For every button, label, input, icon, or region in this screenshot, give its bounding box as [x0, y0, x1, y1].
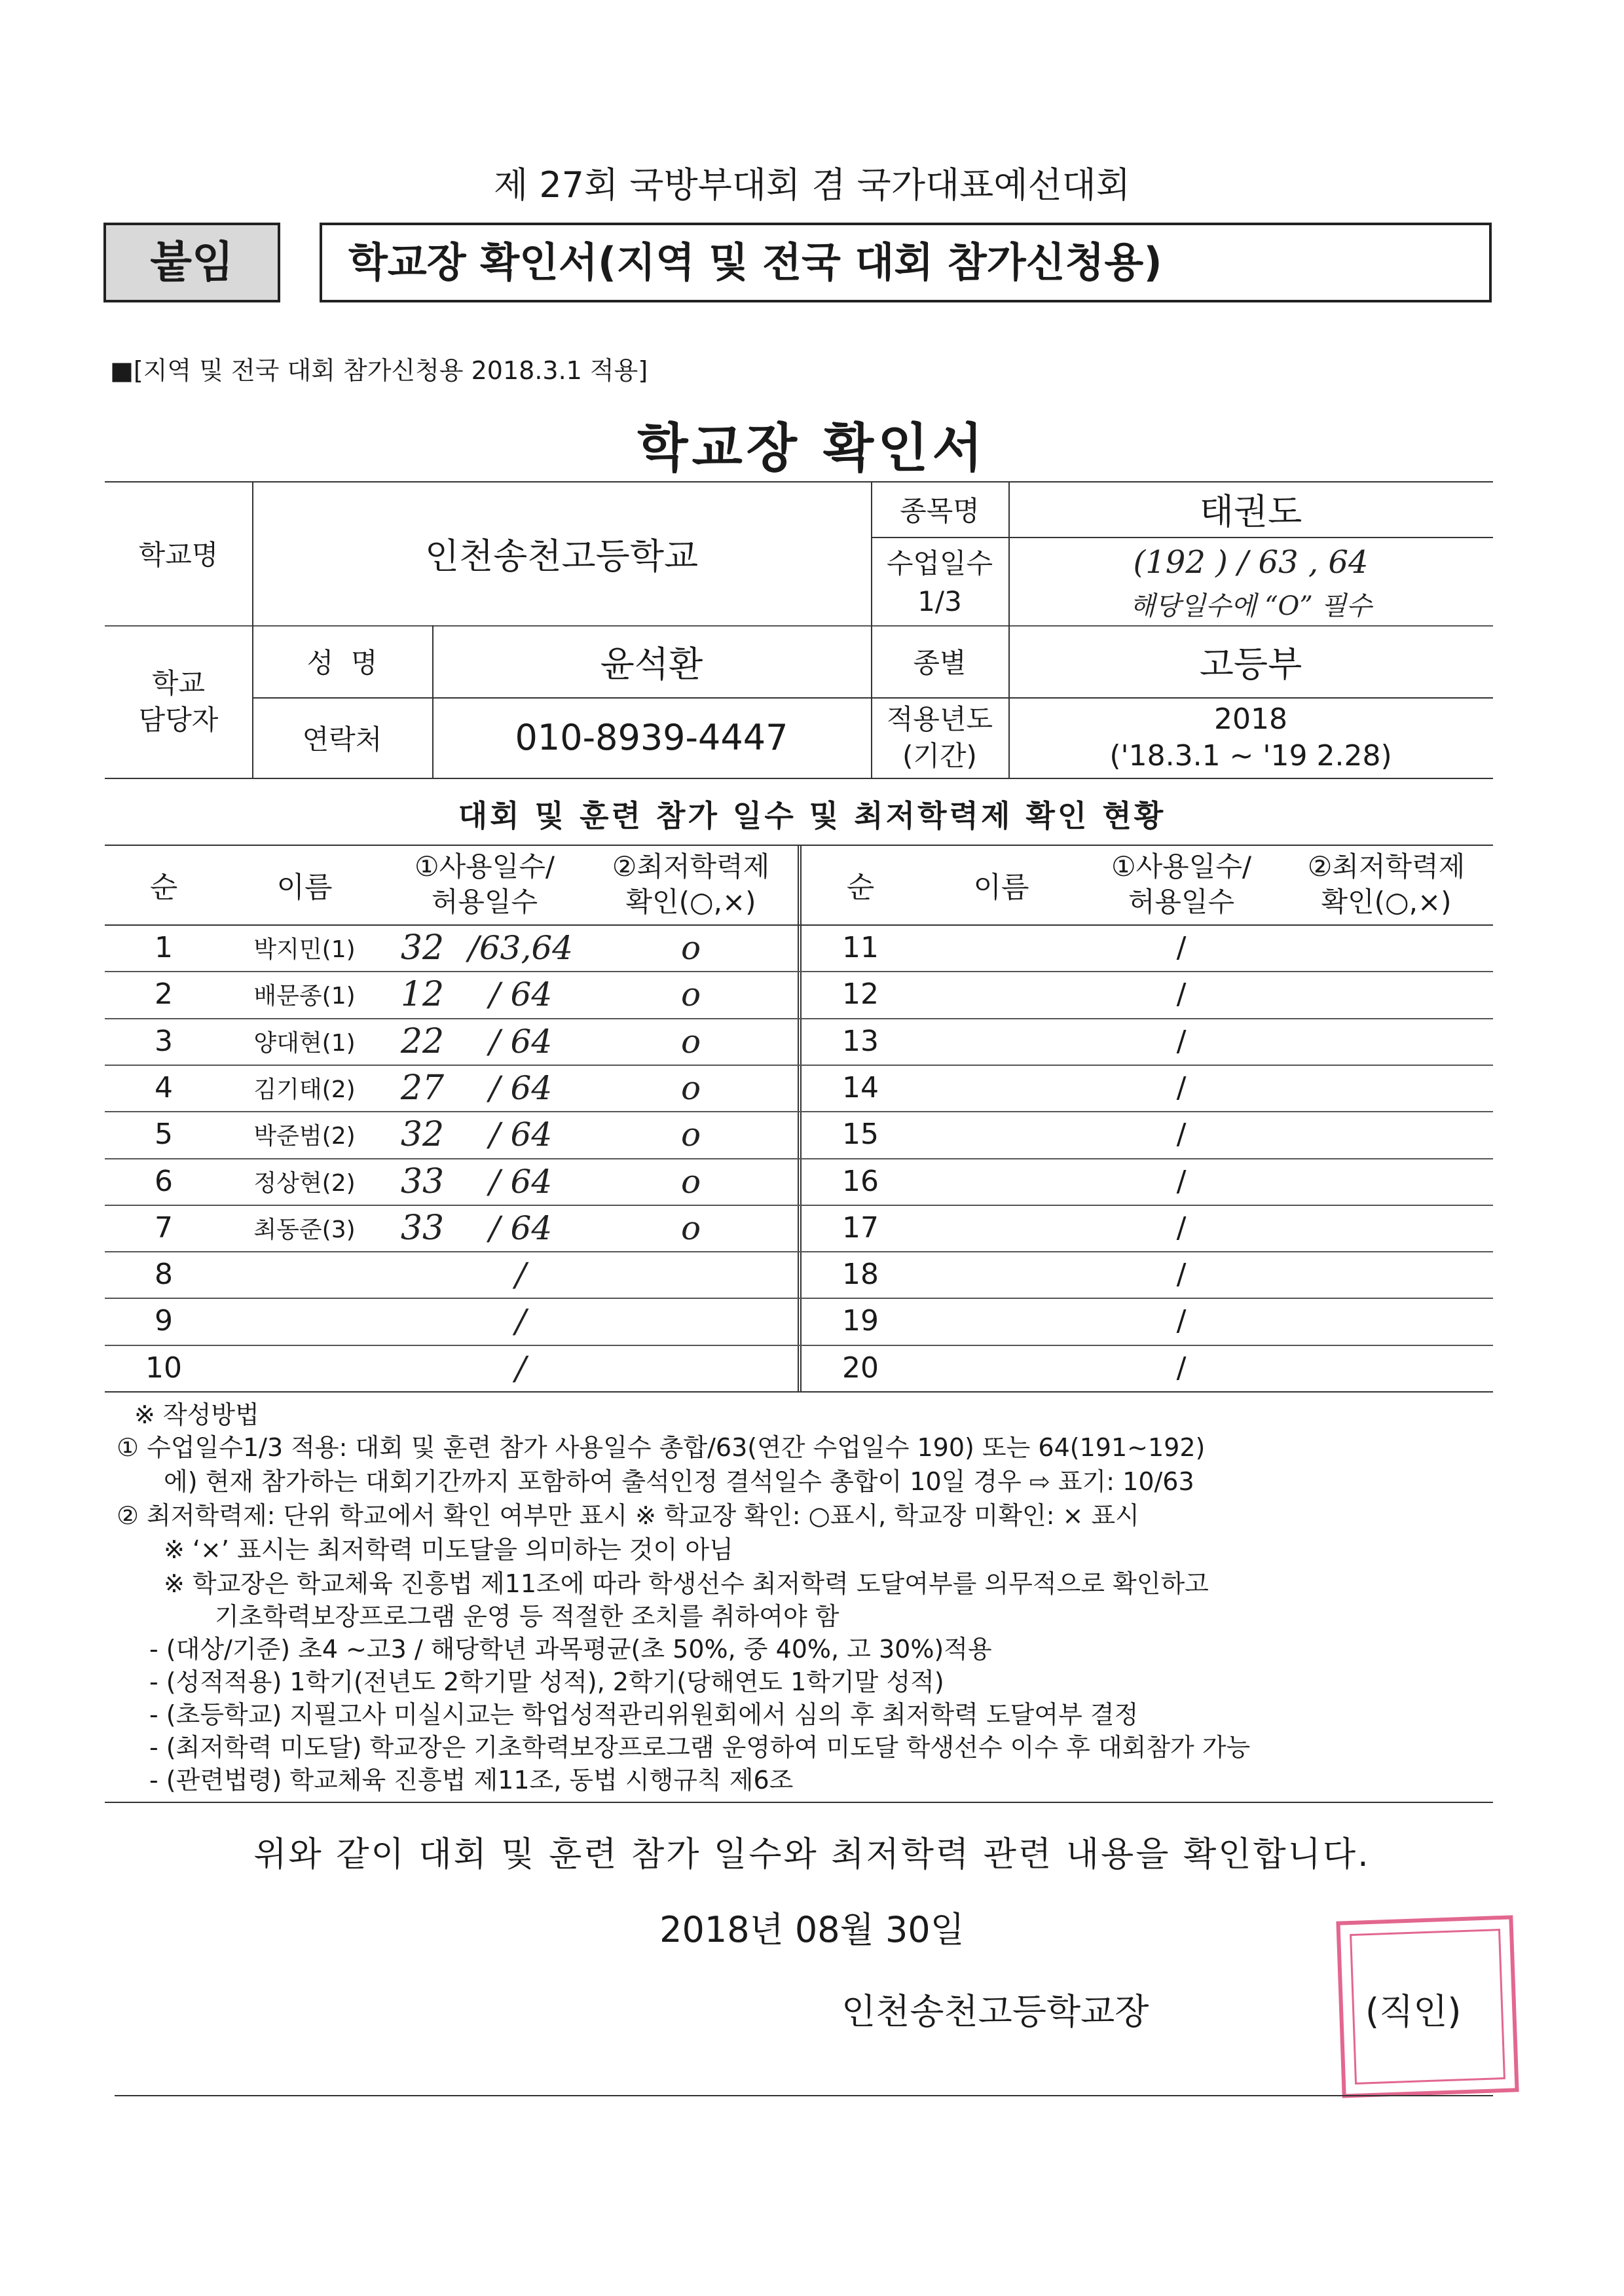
- category-value: 고등부: [1199, 643, 1302, 685]
- athlete-name: 양대현(1): [253, 1030, 356, 1057]
- official-seal-stamp: [1336, 1915, 1519, 2098]
- row-number: 6: [155, 1165, 173, 1198]
- row-number: 1: [155, 931, 173, 964]
- row-number: 12: [842, 977, 879, 1011]
- note-7: - (초등학교) 지필고사 미실시교는 학업성적관리위원회에서 심의 후 최저학력 도달여부 결정: [149, 1700, 1139, 1729]
- manager-name: 윤석환: [600, 643, 703, 685]
- used-days: 33: [400, 1161, 445, 1201]
- row-number: 5: [155, 1118, 173, 1151]
- days-slash: /: [1176, 1165, 1187, 1198]
- name-label: 성 명: [306, 647, 378, 679]
- notes-heading: ※ 작성방법: [134, 1400, 259, 1429]
- note-1b: 에) 현재 참가하는 대회기간까지 포함하여 출석인정 결석일수 총합이 10일 경우 ⇨ 표기: 10/63: [164, 1467, 1194, 1496]
- allowed-days: / 64: [489, 1209, 553, 1247]
- school-days-value: (192 ) / 63 , 64: [1133, 544, 1369, 581]
- col-check-right-2: 확인(○,×): [1321, 886, 1452, 918]
- used-days: [386, 1345, 458, 1391]
- col-check-left-2: 확인(○,×): [625, 886, 756, 918]
- days-slash: /: [1176, 1304, 1187, 1338]
- athlete-name: [223, 1345, 386, 1391]
- used-days: [386, 1251, 458, 1298]
- row-number: 20: [842, 1351, 879, 1385]
- col-check-left-1: ②최저학력제: [612, 850, 770, 883]
- row-number: 16: [842, 1165, 879, 1198]
- col-days-right: [1083, 845, 1280, 924]
- school-name: 인천송천고등학교: [424, 535, 699, 577]
- allowed-days: /: [515, 1349, 526, 1387]
- athlete-name: [223, 1298, 386, 1344]
- col-name-left: 이름: [276, 871, 333, 904]
- form-title-box: 학교장 확인서(지역 및 전국 대회 참가신청용): [320, 223, 1492, 302]
- used-days: 12: [400, 974, 445, 1014]
- manager-label: [105, 625, 252, 778]
- used-days: 33: [400, 1208, 445, 1248]
- used-days: 27: [400, 1068, 445, 1108]
- note-5: - (대상/기준) 초4 ~고3 / 해당학년 과목평균(초 50%, 중 40%, 고 30%)적용: [149, 1635, 992, 1664]
- allowed-days: / 64: [489, 1162, 553, 1201]
- allowed-days: / 64: [489, 975, 553, 1013]
- event-title: 제 27회 국방부대회 겸 국가대표예선대회: [494, 164, 1130, 206]
- col-days-right-1: ①사용일수/: [1111, 850, 1252, 883]
- col-check-right: [1280, 845, 1493, 924]
- seal-label: (직인): [1365, 1991, 1462, 2032]
- used-days: 32: [400, 928, 445, 968]
- row-number: 7: [155, 1211, 173, 1245]
- year-label: [871, 697, 1008, 778]
- contact-label: 연락처: [302, 723, 382, 756]
- school-days-label-1: 수업일수: [886, 547, 993, 579]
- category-label: 종별: [913, 647, 967, 679]
- row-number: 19: [842, 1304, 879, 1338]
- confirm-statement: 위와 같이 대회 및 훈련 참가 일수와 최저학력 관련 내용을 확인합니다.: [253, 1835, 1371, 1874]
- days-slash: /: [1176, 1118, 1187, 1151]
- col-days-right-2: 허용일수: [1128, 886, 1235, 918]
- allowed-days: / 64: [489, 1022, 553, 1061]
- row-number: 10: [145, 1351, 182, 1385]
- allowed-days: / 64: [489, 1068, 553, 1107]
- col-no-right: 순: [846, 871, 875, 904]
- row-number: 3: [155, 1025, 173, 1058]
- year-value: [1008, 697, 1493, 778]
- sport-label: 종목명: [900, 494, 980, 527]
- note-4: ※ 학교장은 학교체육 진흥법 제11조에 따라 학생선수 최저학력 도달여부를 의무적으로 확인하고: [164, 1569, 1209, 1598]
- days-slash: /: [1176, 977, 1187, 1011]
- days-slash: /: [1176, 1211, 1187, 1245]
- form-version-note: ■[지역 및 전국 대회 참가신청용 2018.3.1 적용]: [110, 356, 648, 385]
- col-days-left: [386, 845, 583, 924]
- days-slash: /: [1176, 1025, 1187, 1058]
- academic-check-mark: o: [680, 1209, 701, 1247]
- note-6: - (성적적용) 1학기(전년도 2학기말 성적), 2학기(당해연도 1학기말 성적): [149, 1667, 944, 1696]
- days-slash: /: [1176, 931, 1187, 964]
- manager-label-2: 담당자: [138, 703, 219, 736]
- school-days-label-2: 1/3: [917, 585, 962, 617]
- allowed-days: /63,64: [468, 928, 573, 967]
- athlete-name: 정상현(2): [253, 1170, 356, 1197]
- sport-value: 태권도: [1199, 491, 1302, 532]
- note-3: ※ ‘×’ 표시는 최저학력 미도달을 의미하는 것이 아님: [164, 1535, 733, 1564]
- col-no-left: 순: [149, 871, 178, 904]
- note-9: - (관련법령) 학교체육 진흥법 제11조, 동법 시행규칙 제6조: [149, 1766, 794, 1795]
- row-number: 17: [842, 1211, 879, 1245]
- row-number: 18: [842, 1258, 879, 1291]
- allowed-days: /: [515, 1255, 526, 1294]
- principal-name: 인천송천고등학교장: [841, 1991, 1149, 2032]
- academic-check-mark: [583, 1345, 799, 1391]
- note-2: ② 최저학력제: 단위 학교에서 확인 여부만 표시 ※ 학교장 확인: ○표시, 학교장 미확인: × 표시: [117, 1501, 1139, 1530]
- athlete-name: 김기태(2): [253, 1076, 356, 1103]
- main-title: 학교장 확인서: [637, 418, 987, 479]
- col-days-left-1: ①사용일수/: [414, 850, 555, 883]
- academic-check-mark: o: [680, 975, 701, 1013]
- year-value-period: ('18.3.1 ~ '19 2.28): [1109, 738, 1392, 773]
- col-check-right-1: ②최저학력제: [1307, 850, 1466, 883]
- row-number: 2: [155, 977, 173, 1011]
- days-slash: /: [1176, 1071, 1187, 1104]
- academic-check-mark: o: [680, 1115, 701, 1154]
- manager-label-1: 학교: [151, 666, 206, 699]
- school-label: 학교명: [138, 539, 219, 571]
- academic-check-mark: [583, 1251, 799, 1298]
- row-number: 8: [155, 1258, 173, 1291]
- col-days-left-2: 허용일수: [431, 886, 538, 918]
- row-number: 11: [842, 931, 879, 964]
- academic-check-mark: [583, 1298, 799, 1344]
- contact-value: 010-8939-4447: [515, 717, 788, 758]
- used-days: [386, 1298, 458, 1344]
- allowed-days: /: [515, 1302, 526, 1340]
- attachment-label: 붙임: [103, 223, 280, 302]
- participation-section-title: 대회 및 훈련 참가 일수 및 최저학력제 확인 현황: [458, 798, 1166, 833]
- col-name-right: 이름: [973, 871, 1029, 904]
- athlete-name: [223, 1251, 386, 1298]
- used-days: 32: [400, 1114, 445, 1154]
- school-days-note: 해당일수에 “O” 필수: [1130, 591, 1372, 621]
- academic-check-mark: o: [680, 928, 701, 967]
- academic-check-mark: o: [680, 1022, 701, 1061]
- row-number: 13: [842, 1025, 879, 1058]
- athlete-name: 박지민(1): [253, 936, 356, 963]
- athlete-name: 박준범(2): [253, 1123, 356, 1150]
- athlete-name: 최동준(3): [253, 1216, 356, 1243]
- athlete-name: 배문종(1): [253, 983, 356, 1010]
- col-check-left: [583, 845, 799, 924]
- row-number: 4: [155, 1071, 173, 1104]
- row-number: 15: [842, 1118, 879, 1151]
- days-slash: /: [1176, 1258, 1187, 1291]
- row-number: 14: [842, 1071, 879, 1104]
- school-days-label: [871, 540, 1008, 625]
- academic-check-mark: o: [680, 1162, 701, 1201]
- year-value-year: 2018: [1214, 702, 1287, 736]
- allowed-days: / 64: [489, 1115, 553, 1154]
- academic-check-mark: o: [680, 1068, 701, 1107]
- confirm-date: 2018년 08월 30일: [659, 1909, 965, 1950]
- note-1: ① 수업일수1/3 적용: 대회 및 훈련 참가 사용일수 총합/63(연간 수업일수 190) 또는 64(191~192): [117, 1433, 1206, 1462]
- note-8: - (최저학력 미도달) 학교장은 기초학력보장프로그램 운영하여 미도달 학생선수 이수 후 대회참가 가능: [149, 1733, 1251, 1762]
- used-days: 22: [400, 1021, 445, 1061]
- row-number: 9: [155, 1304, 173, 1338]
- days-slash: /: [1176, 1351, 1187, 1385]
- note-4b: 기초학력보장프로그램 운영 등 적절한 조치를 취하여야 함: [215, 1602, 840, 1631]
- year-label-1: 적용년도: [886, 702, 993, 735]
- year-label-2: (기간): [902, 739, 977, 772]
